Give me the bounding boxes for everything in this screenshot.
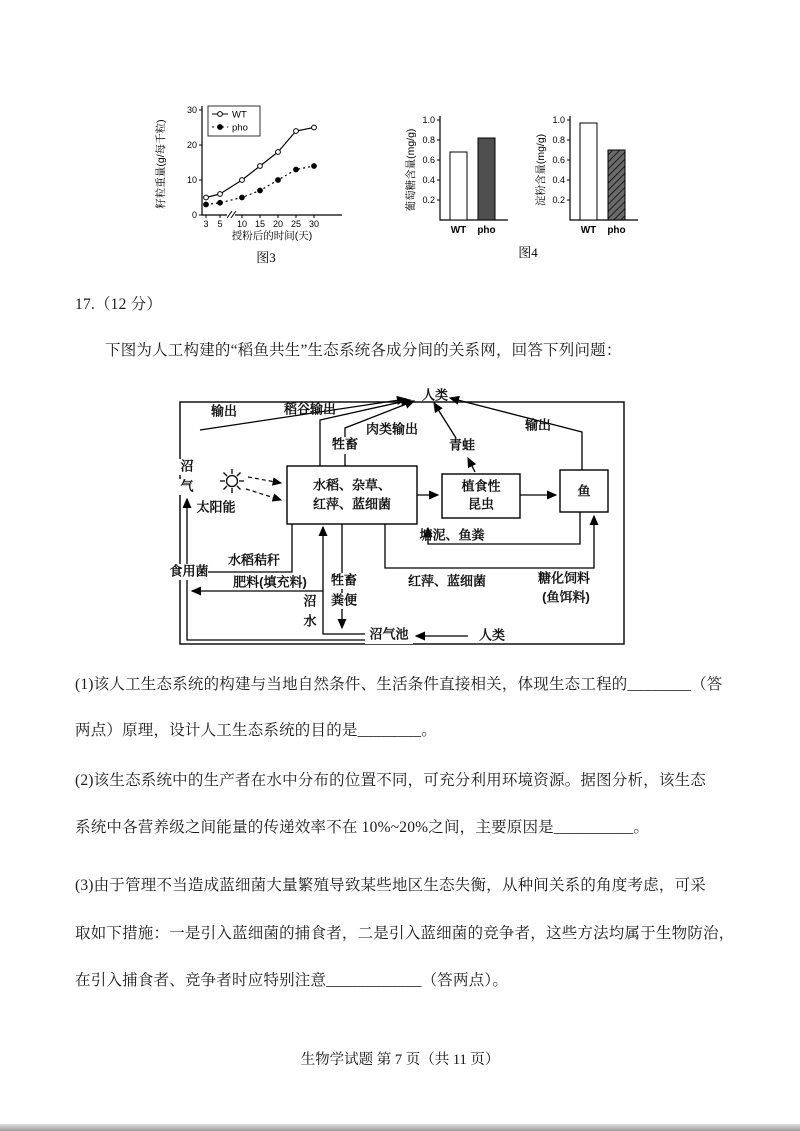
series-WT bbox=[206, 128, 314, 198]
question-3-line: 在引入捕食者、竞争者时应特别注意____________（答两点）。 bbox=[75, 972, 509, 989]
y-tick-label: 0.8 bbox=[422, 135, 435, 145]
series-pho bbox=[206, 166, 314, 205]
data-point-pho bbox=[218, 200, 223, 205]
ecosystem-diagram bbox=[170, 386, 636, 652]
label-fertilizer: 肥料(填充料) bbox=[233, 574, 307, 590]
label-solar: 太阳能 bbox=[196, 499, 236, 515]
data-point-WT bbox=[204, 195, 209, 200]
figure3-caption: 图3 bbox=[256, 250, 276, 265]
x-tick-label: 15 bbox=[254, 219, 266, 229]
x-tick-label: 3 bbox=[203, 219, 209, 229]
question-2-line: (2)该生态系统中的生产者在水中分布的位置不同，可充分利用环境资源。据图分析，该生态 bbox=[75, 772, 706, 789]
question-number: 17.（12 分） bbox=[75, 296, 163, 313]
label-manure-1: 牲畜 bbox=[330, 572, 358, 588]
arrow-sunlight-1 bbox=[248, 477, 281, 483]
legend-marker bbox=[218, 112, 223, 117]
arrow-frog-to-human bbox=[434, 403, 456, 438]
bar-WT bbox=[580, 123, 597, 220]
y-tick-label: 0.4 bbox=[552, 175, 565, 185]
label-herbivore-1: 植食性 bbox=[461, 478, 501, 494]
x-tick-label: 25 bbox=[290, 219, 302, 229]
label-meat-output: 肉类输出 bbox=[365, 421, 419, 437]
label-output-right: 输出 bbox=[524, 417, 552, 433]
data-point-WT bbox=[258, 164, 263, 169]
category-label: WT bbox=[450, 225, 467, 236]
label-rice-straw: 水稻秸秆 bbox=[227, 552, 281, 568]
x-axis-label: 授粉后的时间(天) bbox=[231, 230, 313, 242]
label-producers-1: 水稻、杂草、 bbox=[312, 477, 392, 493]
y-tick-label: 30 bbox=[186, 105, 197, 115]
label-slurry-1: 沼 bbox=[303, 593, 317, 609]
label-edible-fungus: 食用菌 bbox=[169, 563, 209, 579]
label-human-bottom: 人类 bbox=[478, 627, 506, 643]
label-azolla: 红萍、蓝细菌 bbox=[407, 573, 487, 589]
label-feed-1: 糖化饲料 bbox=[537, 570, 591, 586]
figure4-caption: 图4 bbox=[518, 245, 538, 260]
x-tick-label: 30 bbox=[308, 219, 320, 229]
label-human-top: 人类 bbox=[421, 387, 449, 403]
y-tick-label: 1.0 bbox=[422, 115, 435, 125]
sun-icon bbox=[220, 469, 244, 493]
category-label: WT bbox=[580, 225, 597, 236]
y-tick-label: 20 bbox=[186, 140, 197, 150]
label-frog: 青蛙 bbox=[448, 437, 476, 453]
data-point-WT bbox=[312, 125, 317, 130]
bar-pho bbox=[608, 150, 625, 220]
label-biogas-1: 沼 bbox=[180, 458, 194, 474]
legend-label: WT bbox=[232, 109, 247, 121]
producers-box bbox=[287, 466, 417, 524]
label-biogas-2: 气 bbox=[180, 478, 194, 494]
y-tick-label: 0.4 bbox=[422, 175, 435, 185]
figure3-line-chart bbox=[146, 100, 356, 246]
y-axis-label: 葡萄糖含量(mg/g) bbox=[405, 128, 417, 212]
page-bottom-edge bbox=[0, 1124, 800, 1131]
y-tick-label: 0.6 bbox=[422, 155, 435, 165]
bar-WT bbox=[450, 152, 467, 220]
label-livestock: 牲畜 bbox=[331, 436, 359, 452]
label-output-left: 输出 bbox=[210, 403, 238, 419]
arrow-insects-to-frog bbox=[468, 458, 475, 472]
question-3-line: (3)由于管理不当造成蓝细菌大量繁殖导致某些地区生态失衡，从种间关系的角度考虑，可采 bbox=[75, 877, 706, 894]
label-manure-2: 粪便 bbox=[330, 592, 358, 608]
x-tick-label: 20 bbox=[272, 219, 284, 229]
figure4-starch-chart bbox=[534, 108, 649, 248]
label-pond-mud: 塘泥、鱼粪 bbox=[419, 527, 485, 543]
label-producers-2: 红萍、蓝细菌 bbox=[312, 496, 392, 512]
y-tick-label: 0.2 bbox=[422, 195, 435, 205]
diagram-border bbox=[180, 402, 624, 644]
question-2-line: 系统中各营养级之间能量的传递效率不在 10%~20%之间，主要原因是__________。 bbox=[75, 819, 650, 836]
question-1-line: 两点）原理，设计人工生态系统的目的是________。 bbox=[75, 722, 437, 739]
label-feed-2: (鱼饵料) bbox=[542, 589, 590, 605]
data-point-pho bbox=[276, 178, 281, 183]
y-tick-label: 10 bbox=[186, 175, 197, 185]
category-label: pho bbox=[607, 225, 626, 236]
data-point-pho bbox=[258, 188, 263, 193]
data-point-WT bbox=[294, 129, 299, 134]
label-biogas-pool: 沼气池 bbox=[369, 626, 409, 642]
page-footer: 生物学试题 第 7 页（共 11 页） bbox=[300, 1052, 500, 1068]
x-tick-label: 10 bbox=[236, 219, 248, 229]
data-point-pho bbox=[240, 195, 245, 200]
label-fish: 鱼 bbox=[577, 483, 591, 499]
data-point-WT bbox=[276, 150, 281, 155]
label-slurry-2: 水 bbox=[303, 613, 317, 629]
y-tick-label: 1.0 bbox=[552, 115, 565, 125]
bar-pho bbox=[478, 138, 495, 220]
data-point-WT bbox=[240, 178, 245, 183]
y-tick-label: 0 bbox=[191, 210, 197, 220]
data-point-pho bbox=[312, 164, 317, 169]
arrow-biogas-out bbox=[187, 499, 368, 640]
y-tick-label: 0.8 bbox=[552, 135, 565, 145]
label-herbivore-2: 昆虫 bbox=[467, 496, 495, 512]
y-tick-label: 0.2 bbox=[552, 195, 565, 205]
arrow-sunlight-2 bbox=[246, 489, 281, 500]
data-point-WT bbox=[218, 192, 223, 197]
question-intro: 下图为人工构建的“稻鱼共生”生态系统各成分间的关系网，回答下列问题： bbox=[105, 342, 622, 359]
legend-marker bbox=[218, 125, 223, 130]
question-3-line: 取如下措施：一是引入蓝细菌的捕食者，二是引入蓝细菌的竞争者，这些方法均属于生物防治， bbox=[75, 925, 735, 942]
y-tick-label: 0.6 bbox=[552, 155, 565, 165]
y-axis-label: 淀粉含量(mg/g) bbox=[535, 133, 547, 207]
figure4-glucose-chart bbox=[404, 108, 519, 248]
data-point-pho bbox=[204, 202, 209, 207]
question-1-line: (1)该人工生态系统的构建与当地自然条件、生活条件直接相关，体现生态工程的________（答 bbox=[75, 676, 723, 693]
label-grain-output: 稻谷输出 bbox=[283, 401, 337, 417]
arrow-fish-output bbox=[450, 398, 582, 470]
x-tick-label: 5 bbox=[217, 219, 223, 229]
data-point-pho bbox=[294, 167, 299, 172]
legend-label: pho bbox=[232, 122, 248, 134]
y-axis-label: 籽粒重量(g/每千粒) bbox=[155, 119, 167, 209]
category-label: pho bbox=[477, 225, 496, 236]
